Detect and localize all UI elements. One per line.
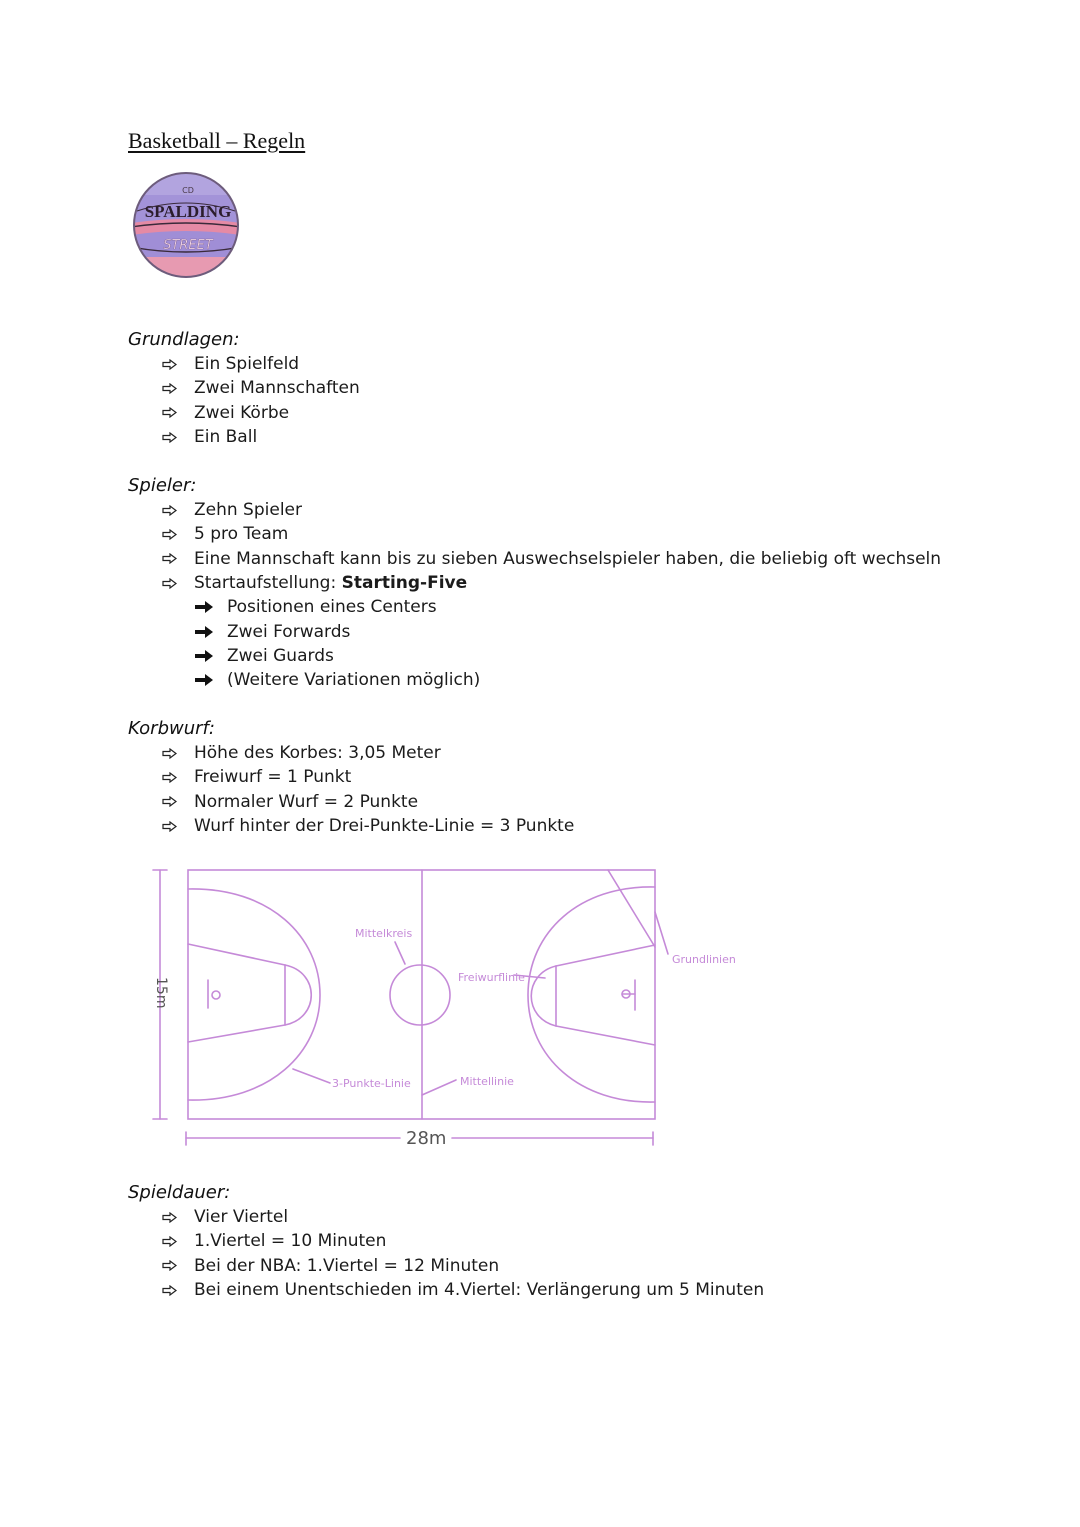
arrow-icon <box>128 407 194 418</box>
sub-list-item: Zwei Guards <box>128 644 941 668</box>
arrow-icon <box>128 505 194 516</box>
arrow-icon <box>128 432 194 443</box>
left-free-throw-arc <box>285 965 311 1025</box>
bold-arrow-icon <box>128 649 227 663</box>
section-spieler <box>128 474 941 692</box>
starting-five-text: Starting-Five <box>341 573 468 594</box>
left-key <box>188 944 285 1042</box>
freiwurflinie-label: Freiwurflinie <box>458 971 525 984</box>
section-title: Spieler: <box>128 475 197 496</box>
dreipunkte-label: 3-Punkte-Linie <box>332 1077 411 1090</box>
mittelkreis-leader <box>395 942 405 964</box>
bullet-list <box>128 1205 764 1302</box>
left-hoop <box>212 991 220 999</box>
list-item: Ein Spielfeld <box>128 352 360 376</box>
dreipunkte-leader <box>293 1069 330 1083</box>
width-label: 15m <box>153 977 169 1009</box>
arrow-icon <box>128 1212 194 1223</box>
arrow-icon <box>128 553 194 564</box>
section-title: Spieldauer: <box>128 1182 231 1203</box>
arrow-icon <box>128 772 194 783</box>
arrow-icon <box>128 578 194 589</box>
bullet-list <box>128 498 941 692</box>
arrow-icon <box>128 529 194 540</box>
section-spieldauer <box>128 1181 764 1302</box>
list-item: Freiwurf = 1 Punkt <box>128 765 574 789</box>
arrow-icon <box>128 1285 194 1296</box>
section-grundlagen <box>128 328 360 449</box>
grundlinien-leader <box>608 870 655 947</box>
bullet-list <box>128 352 360 449</box>
sub-list-item: Positionen eines Centers <box>128 595 941 619</box>
section-title: Grundlagen: <box>128 329 240 350</box>
list-item: Startaufstellung: Starting-Five <box>128 571 941 595</box>
page-title: Basketball – Regeln <box>128 128 306 153</box>
sub-list-item: Zwei Forwards <box>128 619 941 643</box>
mittellinie-label: Mittellinie <box>460 1075 514 1088</box>
arrow-icon <box>128 748 194 759</box>
right-free-throw-arc <box>531 966 556 1026</box>
list-item: 1.Viertel = 10 Minuten <box>128 1229 764 1253</box>
length-label: 28m <box>406 1128 447 1149</box>
list-item: Ein Ball <box>128 425 360 449</box>
arrow-icon <box>128 1236 194 1247</box>
list-item: Zwei Körbe <box>128 401 360 425</box>
grundlinien-label: Grundlinien <box>672 953 736 966</box>
court-diagram <box>150 862 750 1157</box>
arrow-icon <box>128 821 194 832</box>
list-item: Höhe des Korbes: 3,05 Meter <box>128 741 574 765</box>
list-item: Zwei Mannschaften <box>128 376 360 400</box>
section-korbwurf <box>128 717 574 838</box>
arrow-icon <box>128 383 194 394</box>
right-three-point-line <box>528 887 655 1102</box>
ball-model-text: STREET <box>163 238 213 253</box>
list-item: Bei einem Unentschieden im 4.Viertel: Verlängerung um 5 Minuten <box>128 1278 764 1302</box>
section-title: Korbwurf: <box>128 718 215 739</box>
bullet-list <box>128 741 574 838</box>
list-item: 5 pro Team <box>128 522 941 546</box>
list-item: Zehn Spieler <box>128 498 941 522</box>
list-item: Vier Viertel <box>128 1205 764 1229</box>
list-item: Bei der NBA: 1.Viertel = 12 Minuten <box>128 1254 764 1278</box>
bold-arrow-icon <box>128 625 227 639</box>
ball-brand-text: SPALDING <box>144 202 232 221</box>
basketball-image <box>131 171 241 279</box>
list-item: Wurf hinter der Drei-Punkte-Linie = 3 Punkte <box>128 814 574 838</box>
bold-arrow-icon <box>128 600 227 614</box>
svg-text:CD: CD <box>182 186 194 195</box>
arrow-icon <box>128 1260 194 1271</box>
arrow-icon <box>128 796 194 807</box>
list-item: Normaler Wurf = 2 Punkte <box>128 790 574 814</box>
sub-list-item: (Weitere Variationen möglich) <box>128 668 941 692</box>
arrow-icon <box>128 359 194 370</box>
mittellinie-leader <box>422 1080 456 1095</box>
list-item: Eine Mannschaft kann bis zu sieben Auswechselspieler haben, die beliebig oft wechseln <box>128 547 941 571</box>
right-key <box>556 945 655 1045</box>
mittelkreis-label: Mittelkreis <box>355 927 413 940</box>
bold-arrow-icon <box>128 673 227 687</box>
center-circle <box>390 965 450 1025</box>
